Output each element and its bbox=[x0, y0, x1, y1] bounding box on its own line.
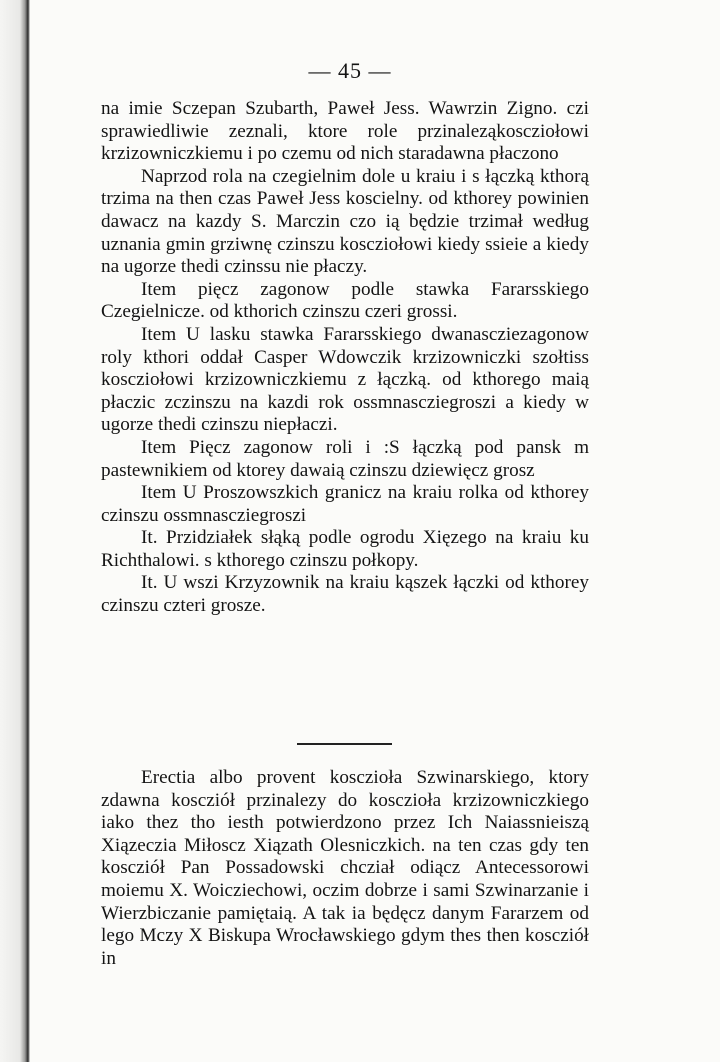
paragraph: Erectia albo provent kosczioła Szwinarskiego, ktory zdawna koscziół przinalezy do kosczioła krzizowniczkiego iako thez tho iesth potwierdzono przez Ich Naiassnieiszą Xiązeczia Miłoscz Xiązath Olesniczkich. na ten czas gdy ten koscziół Pan Possadowski chcział odiącz Antecessorowi moiemu X. Woicziechowi, oczim dobrze i sami Szwinarzanie i Wierzbiczanie pamiętaią. A tak ia będęcz danym Fararzem od lego Mczy X Biskupa Wrocławskiego gdym thes then koscziół in bbox=[101, 767, 589, 969]
paragraph: Item U lasku stawka Fararsskiego dwanascziezagonow roly kthori oddał Casper Wdowczik krzizowniczki szołtiss koscziołowi krzizowniczkiemu z łączką. od kthorego maią płaczic zczinszu na kazdi rok ossmnascziegroszi a kiedy w ugorze thedi czinszu niepłaczi. bbox=[101, 323, 589, 436]
paragraph: Item pięcz zagonow podle stawka Fararsskiego Czegielnicze. od kthorich czinszu czeri grossi. bbox=[101, 278, 589, 323]
book-spine-edge bbox=[0, 0, 30, 1062]
paragraph: Item U Proszowszkich granicz na kraiu rolka od kthorey czinszu ossmnascziegroszi bbox=[101, 482, 589, 526]
paragraph: Item Pięcz zagonow roli i :S łączką pod pansk m pastewnikiem od ktorey dawaią czinszu dziewięcz grosz bbox=[101, 436, 589, 481]
text-block-top bbox=[101, 98, 589, 618]
section-divider bbox=[297, 743, 392, 745]
page-number: — 45 — bbox=[308, 58, 392, 83]
text-block-bottom bbox=[101, 767, 589, 970]
paragraph: Naprzod rola na czegielnim dole u kraiu i s łączką kthorą trzima na then czas Paweł Jess koscielny. od kthorey powinien dawacz na kazdy S. Marczin czo ią będzie trzimał według uznania gmin grziwnę czinszu koscziołowi kiedy ssieie a kiedy na ugorze thedi czinssu nie płaczy. bbox=[101, 165, 589, 278]
paragraph: na imie Sczepan Szubarth, Paweł Jess. Wawrzin Zigno. czi sprawiedliwie zeznali, ktore role przinaleząkoscziołowi krzizowniczkiemu i po czemu od nich staradawna płaczono bbox=[101, 98, 589, 165]
paragraph: It. U wszi Krzyzownik na kraiu kąszek łączki od kthorey czinszu czteri grosze. bbox=[101, 572, 589, 617]
paragraph: It. Przidziałek słąką podle ogrodu Xięzego na kraiu ku Richthalowi. s kthorego czinszu połkopy. bbox=[101, 527, 589, 571]
